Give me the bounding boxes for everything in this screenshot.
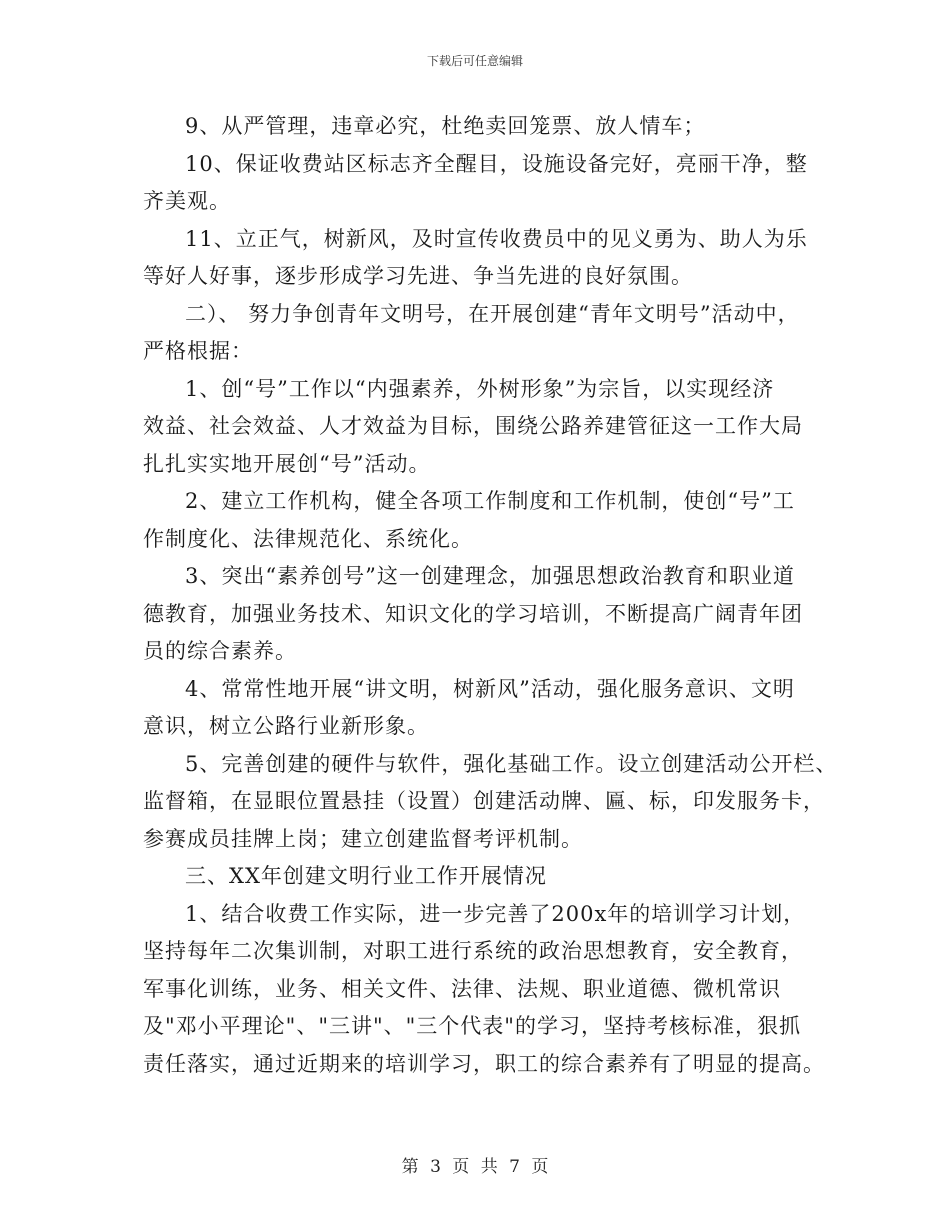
paragraph-line: 2、建立工作机构，健全各项工作制度和工作机制，使创“号”工 bbox=[185, 489, 795, 513]
paragraph-line: 齐美观。 bbox=[143, 189, 231, 213]
paragraph-line: 等好人好事，逐步形成学习先进、争当先进的良好氛围。 bbox=[143, 264, 693, 288]
paragraph-line: 员的综合素养。 bbox=[143, 639, 297, 663]
paragraph-line: 3、突出“素养创号”这一创建理念，加强思想政治教育和职业道 bbox=[185, 564, 795, 588]
paragraph bbox=[143, 483, 823, 558]
document-body bbox=[143, 108, 838, 1083]
paragraph-line: 扎扎实实地开展创“号”活动。 bbox=[143, 451, 431, 476]
paragraph bbox=[143, 296, 823, 371]
paragraph bbox=[143, 221, 823, 296]
page-header: 下载后可任意编辑 bbox=[426, 54, 523, 68]
paragraph-line: 效益、社会效益、人才效益为目标，围绕公路养建管征这一工作大局 bbox=[143, 414, 803, 438]
paragraph-line: 严格根据： bbox=[143, 339, 253, 363]
paragraph bbox=[143, 746, 838, 859]
paragraph-line: 5、完善创建的硬件与软件，强化基础工作。设立创建活动公开栏、 bbox=[185, 751, 838, 776]
paragraph-line: 9、从严管理，违章必究，杜绝卖回笼票、放人情车； bbox=[185, 114, 706, 138]
paragraph bbox=[143, 146, 823, 221]
paragraph-line: 责任落实，通过近期来的培训学习，职工的综合素养有了明显的提高。 bbox=[143, 1051, 825, 1076]
paragraph-line: 监督箱，在显眼位置悬挂（设置）创建活动牌、匾、标，印发服务卡， bbox=[143, 789, 825, 813]
paragraph bbox=[143, 108, 823, 146]
paragraph bbox=[143, 896, 823, 1084]
paragraph-line: 二）、 努力争创青年文明号，在开展创建“青年文明号”活动中， bbox=[185, 301, 800, 326]
paragraph-line: 军事化训练，业务、相关文件、法律、法规、职业道德、微机常识 bbox=[143, 976, 781, 1001]
paragraph bbox=[143, 558, 823, 671]
paragraph-line: 三、XX年创建文明行业工作开展情况 bbox=[185, 864, 547, 888]
paragraph-line: 参赛成员挂牌上岗；建立创建监督考评机制。 bbox=[143, 826, 583, 851]
paragraph-line: 10、保证收费站区标志齐全醒目，设施设备完好，亮丽干净，整 bbox=[185, 151, 808, 176]
paragraph-line: 作制度化、法律规范化、系统化。 bbox=[143, 526, 473, 551]
paragraph-line: 德教育，加强业务技术、知识文化的学习培训，不断提高广阔青年团 bbox=[143, 601, 803, 626]
paragraph-line: 意识，树立公路行业新形象。 bbox=[143, 714, 429, 738]
paragraph-line: 1、创“号”工作以“内强素养，外树形象”为宗旨，以实现经济 bbox=[185, 376, 775, 401]
page-footer: 第 3 页 共 7 页 bbox=[401, 1157, 549, 1177]
paragraph-line: 及"邓小平理论"、"三讲"、"三个代表"的学习，坚持考核标准，狠抓 bbox=[143, 1014, 801, 1038]
paragraph-line: 1、结合收费工作实际，进一步完善了200x年的培训学习计划， bbox=[185, 901, 806, 926]
paragraph bbox=[143, 671, 823, 746]
paragraph bbox=[143, 858, 823, 896]
paragraph-line: 11、立正气，树新风，及时宣传收费员中的见义勇为、助人为乐 bbox=[185, 226, 808, 251]
paragraph-line: 坚持每年二次集训制，对职工进行系统的政治思想教育，安全教育， bbox=[143, 939, 803, 963]
paragraph bbox=[143, 371, 823, 484]
paragraph-list bbox=[143, 108, 838, 1083]
paragraph-line: 4、常常性地开展“讲文明，树新风”活动，强化服务意识、文明 bbox=[185, 676, 795, 701]
